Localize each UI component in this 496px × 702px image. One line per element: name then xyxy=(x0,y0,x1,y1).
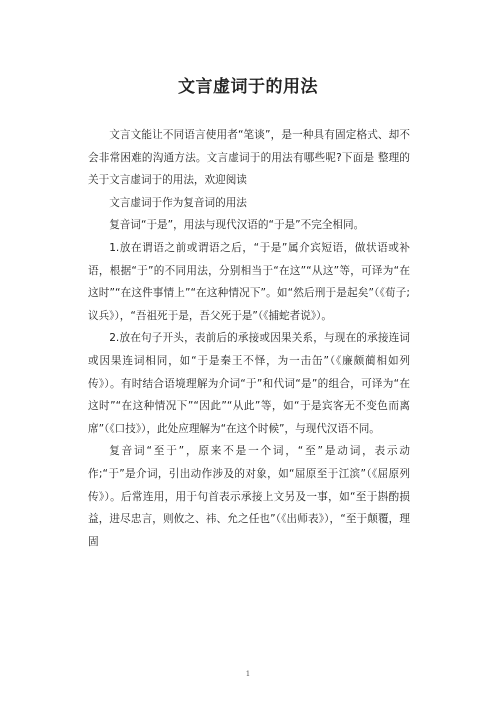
document-title: 文言虚词于的用法 xyxy=(178,77,318,97)
paragraph-zhiyu: 复音词“至于”，原来不是一个词，“至”是动词，表示动作;“于”是介词，引出动作涉及的对象，如“屈原至于江滨”（《屈原列传》）。后常连用，用于句首表示承接上文另及一事，如“至于斟酌损益，进尽忠言，则攸之、祎、允之任也”（《出师表》），“至于颠覆，理固 xyxy=(88,445,410,548)
page-number: 1 xyxy=(245,670,251,678)
paragraph-section-heading: 文言虚词于作为复音词的用法 xyxy=(109,196,247,209)
paragraph-yushi-intro: 复音词“于是”，用法与现代汉语的“于是”不完全相同。 xyxy=(109,219,365,232)
paragraph-intro: 文言文能让不同语言使用者“笔谈”，是一种具有固定格式、却不会非常困难的沟通方法。文言虚词于的用法有哪些呢?下面是 整理的关于文言虚词于的用法，欢迎阅读 xyxy=(88,129,410,187)
paragraph-point-1: 1.放在谓语之前或谓语之后，“于是”属介宾短语，做状语或补语，根据“于”的不同用法，分别相当于“在这”“从这”等，可译为“在这时”“在这件事情上”“在这种情况下”。如“然后刑于是起矣”（《荀子;议兵》），“吾祖死于是，吾父死于是”（《捕蛇者说》）。 xyxy=(88,241,410,322)
document-body xyxy=(88,124,410,553)
paragraph-point-2: 2.放在句子开头，表前后的承接或因果关系，与现在的承接连词或因果连词相同，如“于是秦王不怿，为一击缶”（《廉颇蔺相如列传》）。有时结合语境理解为介词“于”和代词“是”的组合，可译为“在这时”“在这种情况下”“因此”“从此”等，如“于是宾客无不变色而离席”（《口技》），此处应理解为“在这个时候”，与现代汉语不同。 xyxy=(88,332,410,435)
